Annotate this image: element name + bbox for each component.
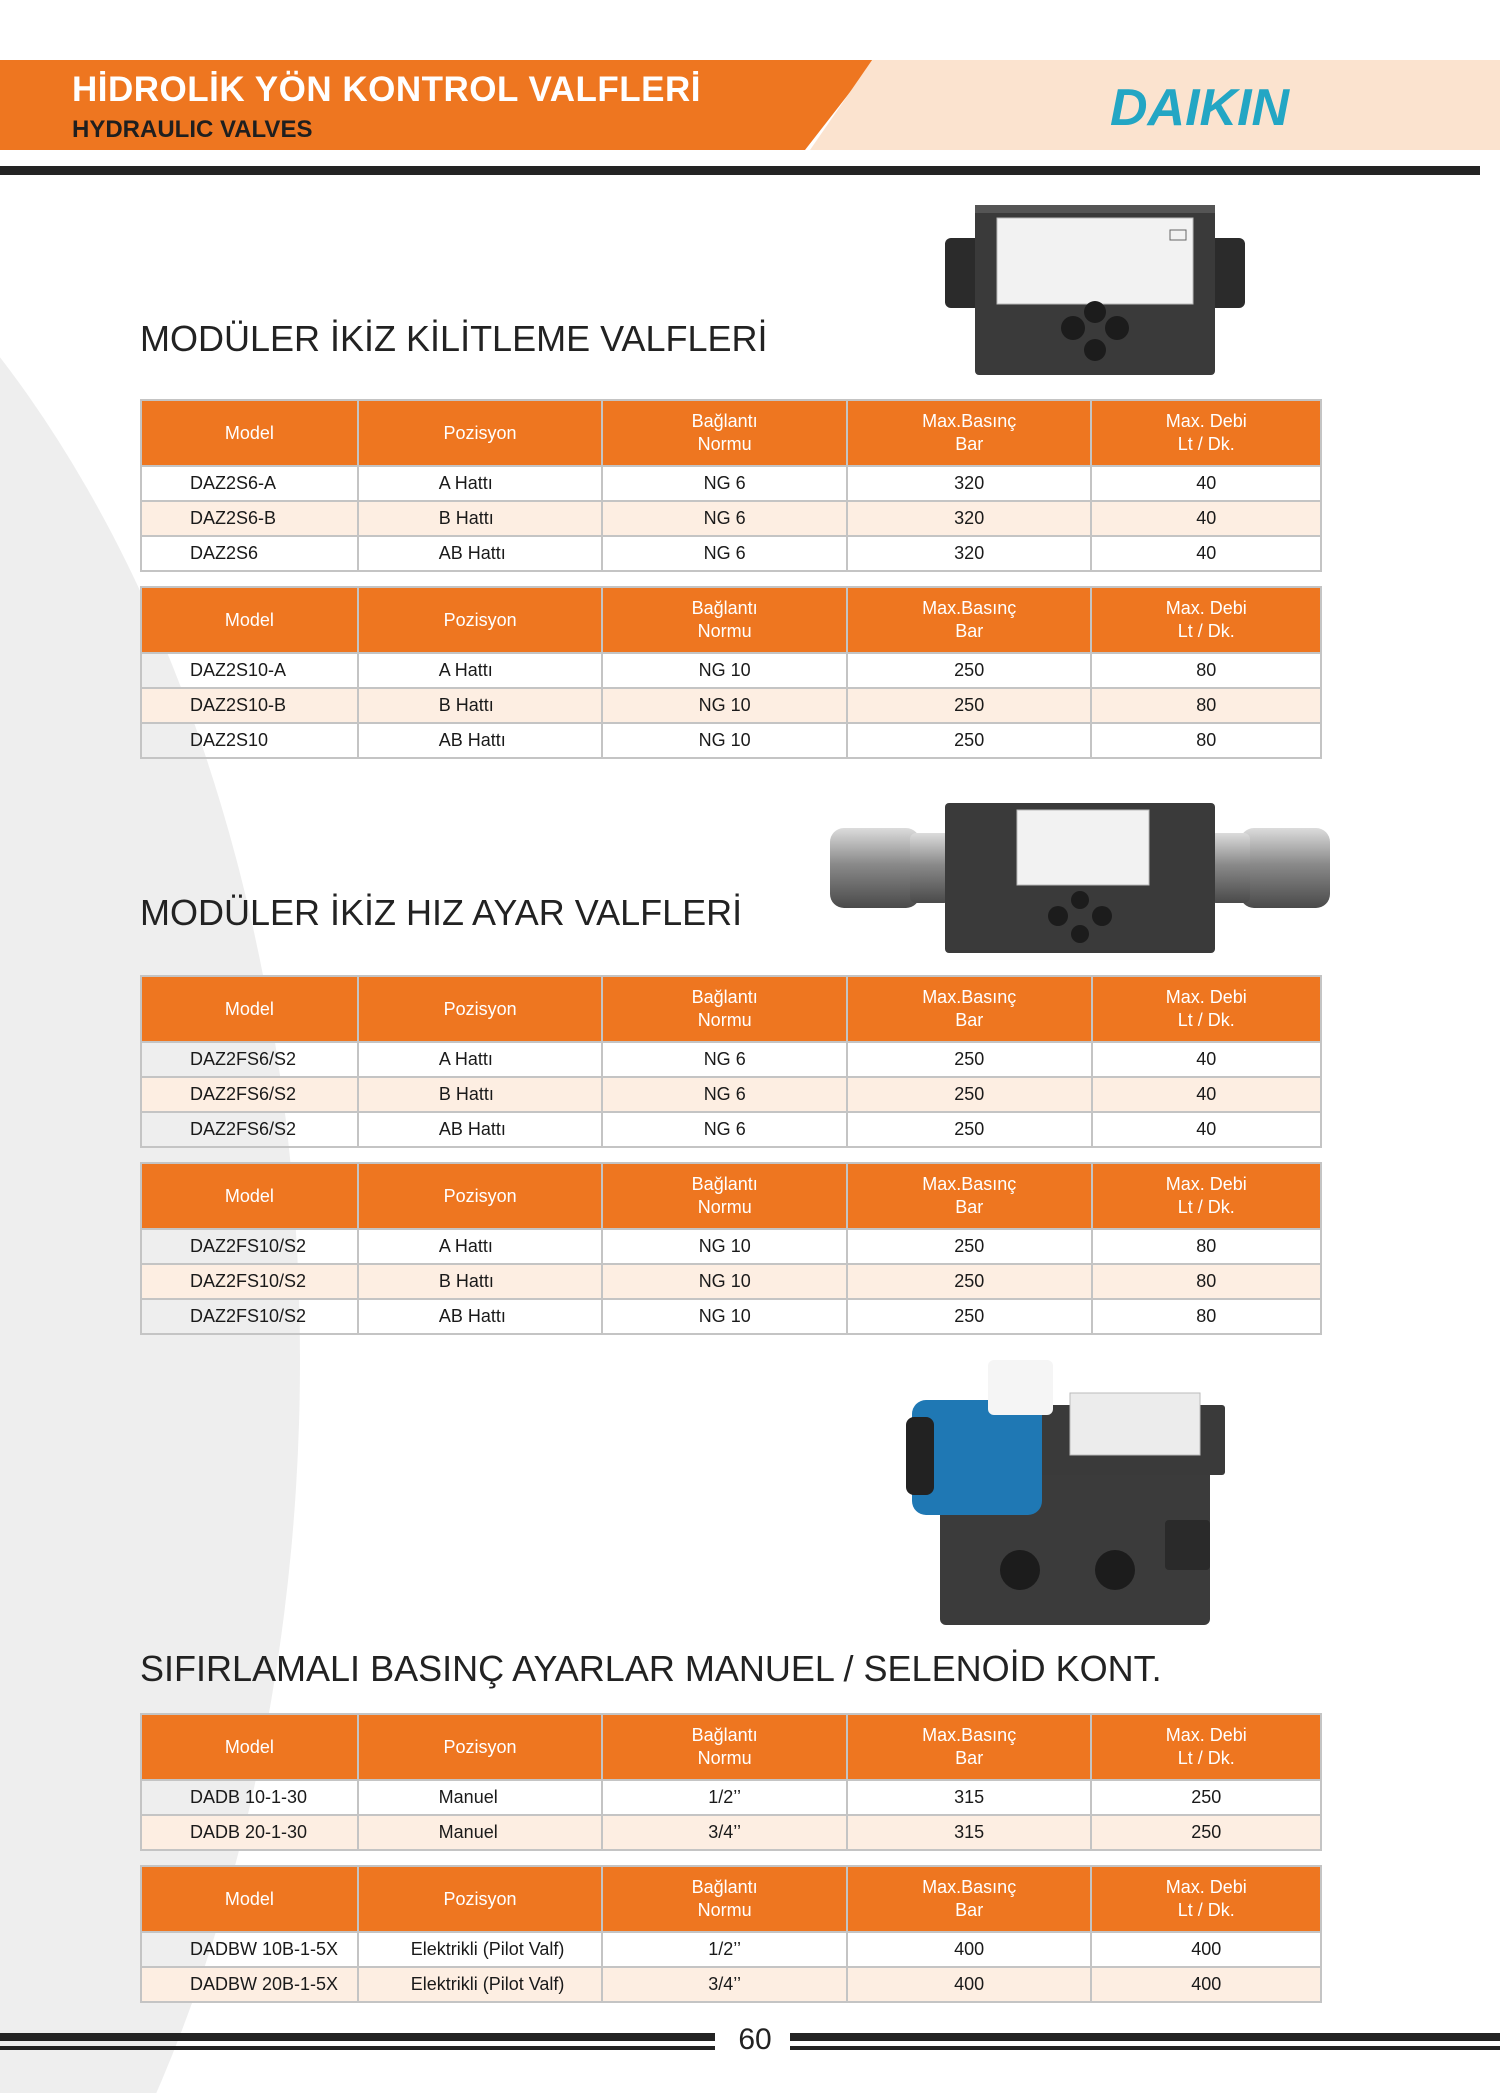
col-header-debi: Max. Debi Lt / Dk. (1091, 1714, 1321, 1780)
table-row: DAZ2S6 AB Hattı NG 6 320 40 (141, 536, 1321, 571)
table-row: DAZ2FS10/S2 AB Hattı NG 10 250 80 (141, 1299, 1321, 1334)
section-title-twin-throttle-valves: MODÜLER İKİZ HIZ AYAR VALFLERİ (140, 892, 743, 933)
solenoid-pressure-valve-icon (900, 1355, 1245, 1630)
col-header-model: Model (141, 400, 358, 466)
twin-throttle-valve-icon (825, 798, 1335, 958)
col-header-model: Model (141, 1714, 358, 1780)
spec-table (140, 1865, 1322, 2003)
col-header-pozisyon: Pozisyon (358, 976, 603, 1042)
footer-rule-left-thin (0, 2046, 715, 2050)
section-title-pressure-relief-valves: SIFIRLAMALI BASINÇ AYARLAR MANUEL / SELENOİD KONT. (140, 1648, 1162, 1689)
table-row: DAZ2FS6/S2 AB Hattı NG 6 250 40 (141, 1112, 1321, 1147)
col-header-model: Model (141, 1866, 358, 1932)
col-header-baglanti: Bağlantı Normu (602, 1866, 847, 1932)
col-header-baglanti: Bağlantı Normu (602, 1714, 847, 1780)
col-header-debi: Max. Debi Lt / Dk. (1092, 1163, 1321, 1229)
col-header-debi: Max. Debi Lt / Dk. (1091, 400, 1321, 466)
table-row: DAZ2FS10/S2 B Hattı NG 10 250 80 (141, 1264, 1321, 1299)
col-header-model: Model (141, 587, 358, 653)
col-header-pozisyon: Pozisyon (358, 1866, 603, 1932)
footer-rule-left (0, 2033, 715, 2041)
col-header-baglanti: Bağlantı Normu (602, 1163, 846, 1229)
footer-rule-right (790, 2033, 1500, 2041)
table-row: DAZ2S6-B B Hattı NG 6 320 40 (141, 501, 1321, 536)
col-header-basinc: Max.Basınç Bar (847, 976, 1092, 1042)
spec-table (140, 399, 1322, 572)
col-header-pozisyon: Pozisyon (358, 1714, 603, 1780)
table-row: DAZ2S10-A A Hattı NG 10 250 80 (141, 653, 1321, 688)
col-header-baglanti: Bağlantı Normu (602, 400, 847, 466)
page-number: 60 (738, 2023, 772, 2056)
table-row: DAZ2S10 AB Hattı NG 10 250 80 (141, 723, 1321, 758)
col-header-baglanti: Bağlantı Normu (602, 587, 847, 653)
header-divider (0, 166, 1480, 175)
table-row: DADBW 20B-1-5X Elektrikli (Pilot Valf) 3/4’’ 400 400 (141, 1967, 1321, 2002)
table-row: DAZ2FS6/S2 B Hattı NG 6 250 40 (141, 1077, 1321, 1112)
col-header-basinc: Max.Basınç Bar (847, 587, 1092, 653)
page-subtitle: HYDRAULIC VALVES (72, 116, 313, 143)
page-title: HİDROLİK YÖN KONTROL VALFLERİ (72, 70, 701, 109)
col-header-debi: Max. Debi Lt / Dk. (1091, 1866, 1321, 1932)
spec-table (140, 1713, 1322, 1851)
col-header-debi: Max. Debi Lt / Dk. (1092, 976, 1322, 1042)
table-row: DAZ2S10-B B Hattı NG 10 250 80 (141, 688, 1321, 723)
table-row: DAZ2FS6/S2 A Hattı NG 6 250 40 (141, 1042, 1321, 1077)
col-header-baglanti: Bağlantı Normu (602, 976, 846, 1042)
table-row: DAZ2FS10/S2 A Hattı NG 10 250 80 (141, 1229, 1321, 1264)
brand-logo: DAIKIN (1110, 79, 1290, 137)
spec-table (140, 975, 1322, 1148)
col-header-pozisyon: Pozisyon (358, 587, 603, 653)
col-header-model: Model (141, 1163, 358, 1229)
col-header-basinc: Max.Basınç Bar (847, 1866, 1092, 1932)
table-row: DADB 20-1-30 Manuel 3/4’’ 315 250 (141, 1815, 1321, 1850)
table-row: DAZ2S6-A A Hattı NG 6 320 40 (141, 466, 1321, 501)
spec-table (140, 1162, 1322, 1335)
col-header-pozisyon: Pozisyon (358, 400, 603, 466)
col-header-basinc: Max.Basınç Bar (847, 1163, 1092, 1229)
twin-check-valve-icon (935, 200, 1255, 380)
footer-rule-right-thin (790, 2046, 1500, 2050)
col-header-basinc: Max.Basınç Bar (847, 400, 1092, 466)
col-header-pozisyon: Pozisyon (358, 1163, 603, 1229)
spec-table (140, 586, 1322, 759)
col-header-model: Model (141, 976, 358, 1042)
table-row: DADBW 10B-1-5X Elektrikli (Pilot Valf) 1/2’’ 400 400 (141, 1932, 1321, 1967)
table-row: DADB 10-1-30 Manuel 1/2’’ 315 250 (141, 1780, 1321, 1815)
section-title-twin-check-valves: MODÜLER İKİZ KİLİTLEME VALFLERİ (140, 318, 768, 359)
col-header-debi: Max. Debi Lt / Dk. (1091, 587, 1321, 653)
col-header-basinc: Max.Basınç Bar (847, 1714, 1092, 1780)
